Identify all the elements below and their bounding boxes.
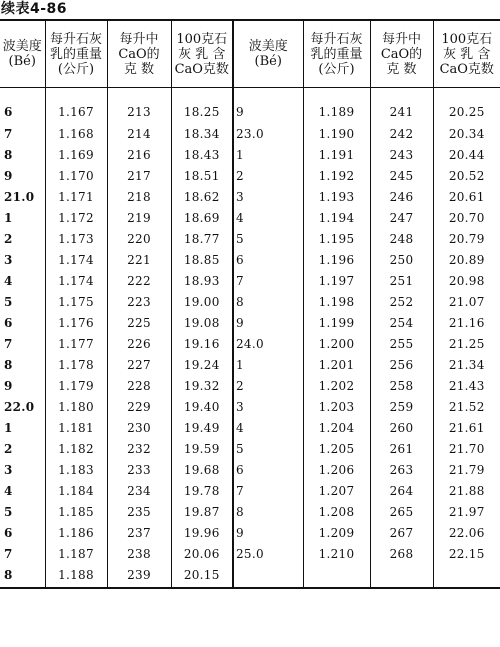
header-line: (公斤): [57, 61, 95, 77]
cell-cao-per-liter: [370, 564, 433, 588]
cell-cao-per-100g: 20.06: [171, 543, 233, 564]
cell-baume: 4: [4, 483, 13, 498]
header-line: 每升中: [119, 31, 159, 47]
cell-cao-per-liter: 218: [107, 186, 171, 207]
cell-baume: 9: [233, 522, 303, 543]
table-row: [0, 417, 500, 438]
table-row: [0, 207, 500, 228]
cell-cao-per-liter: 242: [370, 123, 433, 144]
cell-weight: 1.174: [45, 270, 107, 291]
cell-cao-per-liter: 263: [370, 459, 433, 480]
cell-baume: 2: [233, 165, 303, 186]
table-row: [0, 186, 500, 207]
cell-cao-per-100g: 18.85: [171, 249, 233, 270]
cell-cao-per-liter: 237: [107, 522, 171, 543]
header-line: 灰 乳 含: [443, 46, 491, 62]
cell-weight: 1.191: [303, 144, 370, 165]
cell-baume: 8: [233, 501, 303, 522]
cell-weight: 1.174: [45, 249, 107, 270]
cell-cao-per-liter: 252: [370, 291, 433, 312]
cell-weight: 1.209: [303, 522, 370, 543]
cell-baume: 1: [233, 144, 303, 165]
cell-weight: 1.181: [45, 417, 107, 438]
cell-cao-per-liter: 214: [107, 123, 171, 144]
cell-cao-per-liter: 256: [370, 354, 433, 375]
cell-cao-per-liter: 227: [107, 354, 171, 375]
cell-cao-per-liter: 232: [107, 438, 171, 459]
cell-cao-per-100g: 19.87: [171, 501, 233, 522]
cell-cao-per-100g: 21.61: [433, 417, 500, 438]
cell-cao-per-100g: 21.16: [433, 312, 500, 333]
cell-weight: 1.194: [303, 207, 370, 228]
cell-baume: 5: [233, 438, 303, 459]
cell-weight: 1.182: [45, 438, 107, 459]
table-row: [0, 396, 500, 417]
cell-baume: 6: [4, 105, 13, 119]
cell-baume: 1: [4, 210, 13, 225]
cell-cao-per-liter: 222: [107, 270, 171, 291]
cell-cao-per-100g: [433, 564, 500, 588]
cell-cao-per-100g: 19.08: [171, 312, 233, 333]
cell-weight: 1.203: [303, 396, 370, 417]
cell-cao-per-100g: 20.98: [433, 270, 500, 291]
cell-baume: 25.0: [233, 543, 303, 564]
cell-cao-per-100g: 18.51: [171, 165, 233, 186]
cell-weight: 1.196: [303, 249, 370, 270]
cell-weight: 1.184: [45, 480, 107, 501]
header-line: (Bé): [254, 54, 282, 69]
cell-baume: 5: [4, 504, 13, 519]
cell-cao-per-liter: 258: [370, 375, 433, 396]
cell-cao-per-liter: 259: [370, 396, 433, 417]
cell-cao-per-100g: 19.96: [171, 522, 233, 543]
cell-cao-per-liter: 255: [370, 333, 433, 354]
cell-baume: 7: [4, 336, 13, 351]
cell-cao-per-100g: 19.49: [171, 417, 233, 438]
cell-weight: 1.186: [45, 522, 107, 543]
cell-baume: 5: [4, 294, 13, 309]
cell-cao-per-100g: 21.97: [433, 501, 500, 522]
header-weight-per-liter: [303, 20, 370, 88]
header-line: (Bé): [8, 54, 36, 69]
cell-cao-per-liter: 223: [107, 291, 171, 312]
cell-baume: 9: [4, 378, 13, 393]
header-line: CaO的: [380, 46, 423, 62]
cell-weight: 1.171: [45, 186, 107, 207]
cell-baume: 8: [4, 567, 13, 582]
table-row: [0, 501, 500, 522]
cell-baume: 2: [233, 375, 303, 396]
table-row: [0, 291, 500, 312]
cell-weight: 1.202: [303, 375, 370, 396]
cell-cao-per-100g: 21.43: [433, 375, 500, 396]
cell-weight: 1.170: [45, 165, 107, 186]
cell-baume: 9: [233, 88, 303, 124]
cell-weight: 1.185: [45, 501, 107, 522]
cell-weight: [303, 564, 370, 588]
cell-weight: 1.204: [303, 417, 370, 438]
cell-weight: 1.200: [303, 333, 370, 354]
cell-cao-per-100g: 20.79: [433, 228, 500, 249]
cell-cao-per-liter: 233: [107, 459, 171, 480]
cell-cao-per-liter: 230: [107, 417, 171, 438]
cell-cao-per-liter: 238: [107, 543, 171, 564]
cell-weight: 1.175: [45, 291, 107, 312]
cell-cao-per-100g: 20.34: [433, 123, 500, 144]
header-line: 100克石: [441, 31, 493, 47]
table-row: [0, 123, 500, 144]
cell-weight: 1.172: [45, 207, 107, 228]
cell-baume: 7: [4, 126, 13, 141]
table-row: [0, 354, 500, 375]
header-line: 波美度: [2, 39, 42, 54]
cell-weight: 1.190: [303, 123, 370, 144]
cell-cao-per-100g: 18.62: [171, 186, 233, 207]
cell-weight: 1.208: [303, 501, 370, 522]
cell-baume: 6: [4, 525, 13, 540]
cell-baume: 9: [233, 312, 303, 333]
table-header: [0, 20, 500, 88]
cell-cao-per-liter: 226: [107, 333, 171, 354]
cell-baume: 1: [233, 354, 303, 375]
cell-cao-per-100g: 22.06: [433, 522, 500, 543]
header-line: 每升石灰: [49, 31, 102, 47]
cell-cao-per-liter: 247: [370, 207, 433, 228]
cell-weight: 1.180: [45, 396, 107, 417]
header-line: CaO克数: [174, 61, 229, 77]
header-line: 100克石: [176, 31, 228, 47]
cell-cao-per-liter: 235: [107, 501, 171, 522]
cell-weight: 1.207: [303, 480, 370, 501]
cell-cao-per-100g: 21.34: [433, 354, 500, 375]
header-line: (公斤): [318, 61, 355, 77]
cell-cao-per-liter: 217: [107, 165, 171, 186]
cell-baume: 7: [233, 480, 303, 501]
cell-cao-per-100g: 20.70: [433, 207, 500, 228]
cell-cao-per-100g: 21.25: [433, 333, 500, 354]
header-baume: [233, 20, 303, 88]
milk-of-lime-table: [0, 19, 500, 589]
cell-cao-per-liter: 261: [370, 438, 433, 459]
cell-cao-per-100g: 19.78: [171, 480, 233, 501]
table-row: [0, 564, 500, 588]
cell-cao-per-100g: 19.68: [171, 459, 233, 480]
cell-weight: 1.169: [45, 144, 107, 165]
header-line: 灰 乳 含: [178, 46, 226, 62]
cell-baume: 9: [4, 168, 13, 183]
header-cao-per-liter: [370, 20, 433, 88]
cell-cao-per-liter: 260: [370, 417, 433, 438]
table-row: [0, 375, 500, 396]
table-row: [0, 228, 500, 249]
cell-cao-per-liter: 229: [107, 396, 171, 417]
table-row: [0, 480, 500, 501]
table-row: [0, 165, 500, 186]
cell-cao-per-100g: 21.52: [433, 396, 500, 417]
header-cao-per-100g: [433, 20, 500, 88]
cell-weight: 1.179: [45, 375, 107, 396]
cell-baume: 4: [233, 417, 303, 438]
cell-cao-per-100g: 21.07: [433, 291, 500, 312]
cell-cao-per-100g: 19.32: [171, 375, 233, 396]
cell-baume: 3: [4, 252, 13, 267]
cell-baume: 7: [4, 546, 13, 561]
cell-cao-per-liter: 239: [107, 564, 171, 588]
cell-cao-per-100g: 18.69: [171, 207, 233, 228]
cell-baume: 22.0: [4, 399, 35, 414]
table-body: [0, 88, 500, 589]
cell-baume: 7: [233, 270, 303, 291]
cell-baume: 6: [4, 315, 13, 330]
cell-cao-per-liter: 265: [370, 501, 433, 522]
cell-cao-per-100g: 20.61: [433, 186, 500, 207]
cell-cao-per-liter: 246: [370, 186, 433, 207]
cell-cao-per-liter: 228: [107, 375, 171, 396]
cell-cao-per-100g: 19.40: [171, 396, 233, 417]
cell-weight: 1.198: [303, 291, 370, 312]
cell-cao-per-100g: 18.77: [171, 228, 233, 249]
header-line: 波美度: [248, 39, 288, 54]
header-line: 克 数: [386, 61, 417, 77]
cell-weight: 1.192: [303, 165, 370, 186]
header-cao-per-100g: [171, 20, 233, 88]
header-cao-per-liter: [107, 20, 171, 88]
cell-cao-per-liter: 267: [370, 522, 433, 543]
cell-cao-per-100g: 20.15: [171, 564, 233, 588]
cell-cao-per-liter: 250: [370, 249, 433, 270]
cell-weight: 1.193: [303, 186, 370, 207]
cell-cao-per-100g: 21.88: [433, 480, 500, 501]
cell-baume: 23.0: [233, 123, 303, 144]
cell-weight: 1.201: [303, 354, 370, 375]
cell-cao-per-liter: 248: [370, 228, 433, 249]
cell-cao-per-liter: 216: [107, 144, 171, 165]
cell-baume: 3: [233, 396, 303, 417]
cell-baume: 2: [4, 231, 13, 246]
cell-baume: 4: [4, 273, 13, 288]
cell-cao-per-100g: 21.70: [433, 438, 500, 459]
cell-cao-per-liter: 234: [107, 480, 171, 501]
cell-weight: 1.183: [45, 459, 107, 480]
cell-cao-per-100g: 19.59: [171, 438, 233, 459]
cell-cao-per-100g: 20.89: [433, 249, 500, 270]
header-weight-per-liter: [45, 20, 107, 88]
header-line: CaO的: [118, 46, 160, 62]
cell-baume: 4: [233, 207, 303, 228]
cell-baume: 8: [4, 147, 13, 162]
cell-cao-per-100g: 18.93: [171, 270, 233, 291]
cell-cao-per-liter: 219: [107, 207, 171, 228]
cell-cao-per-liter: 220: [107, 228, 171, 249]
cell-baume: 8: [233, 291, 303, 312]
cell-cao-per-liter: 243: [370, 144, 433, 165]
cell-cao-per-liter: 241: [370, 88, 433, 124]
cell-cao-per-100g: 20.25: [433, 88, 500, 124]
header-line: 每升石灰: [310, 31, 363, 47]
cell-baume: 3: [4, 462, 13, 477]
table-row: [0, 438, 500, 459]
cell-cao-per-100g: 18.43: [171, 144, 233, 165]
cell-cao-per-100g: 20.52: [433, 165, 500, 186]
header-line: 克 数: [123, 61, 155, 77]
cell-weight: 1.210: [303, 543, 370, 564]
table-row: [0, 249, 500, 270]
cell-baume: 8: [4, 357, 13, 372]
cell-cao-per-liter: 221: [107, 249, 171, 270]
cell-baume: 6: [233, 249, 303, 270]
cell-weight: 1.195: [303, 228, 370, 249]
cell-cao-per-100g: 19.16: [171, 333, 233, 354]
cell-cao-per-liter: 264: [370, 480, 433, 501]
cell-cao-per-liter: 245: [370, 165, 433, 186]
cell-weight: 1.205: [303, 438, 370, 459]
table-title: 续表4-86: [1, 1, 68, 17]
table-row: [0, 333, 500, 354]
header-baume: [0, 20, 45, 88]
table-row: [0, 522, 500, 543]
cell-cao-per-liter: 213: [107, 88, 171, 124]
cell-cao-per-100g: 22.15: [433, 543, 500, 564]
cell-cao-per-liter: 225: [107, 312, 171, 333]
cell-baume: 3: [233, 186, 303, 207]
cell-cao-per-100g: 18.34: [171, 123, 233, 144]
cell-weight: 1.197: [303, 270, 370, 291]
cell-weight: 1.176: [45, 312, 107, 333]
cell-weight: 1.167: [45, 88, 107, 124]
cell-weight: 1.206: [303, 459, 370, 480]
table-row: [0, 459, 500, 480]
cell-cao-per-liter: 251: [370, 270, 433, 291]
cell-baume: 6: [233, 459, 303, 480]
cell-baume: 5: [233, 228, 303, 249]
cell-baume: 24.0: [233, 333, 303, 354]
cell-baume: 1: [4, 420, 13, 435]
cell-cao-per-100g: 21.79: [433, 459, 500, 480]
table-row: [0, 543, 500, 564]
cell-cao-per-100g: 19.00: [171, 291, 233, 312]
header-line: 乳的重量: [49, 46, 102, 62]
cell-cao-per-100g: 20.44: [433, 144, 500, 165]
table-row: [0, 88, 500, 124]
cell-cao-per-liter: 268: [370, 543, 433, 564]
header-row: [0, 20, 500, 88]
cell-weight: 1.189: [303, 88, 370, 124]
cell-weight: 1.187: [45, 543, 107, 564]
header-line: 乳的重量: [310, 46, 363, 62]
cell-baume: [233, 564, 303, 588]
cell-weight: 1.188: [45, 564, 107, 588]
cell-baume: 2: [4, 441, 13, 456]
cell-weight: 1.199: [303, 312, 370, 333]
cell-weight: 1.173: [45, 228, 107, 249]
cell-cao-per-100g: 19.24: [171, 354, 233, 375]
cell-cao-per-100g: 18.25: [171, 88, 233, 124]
header-line: CaO克数: [439, 61, 494, 77]
cell-baume: 21.0: [4, 189, 35, 204]
table-row: [0, 144, 500, 165]
cell-weight: 1.178: [45, 354, 107, 375]
cell-weight: 1.168: [45, 123, 107, 144]
cell-cao-per-liter: 254: [370, 312, 433, 333]
cell-weight: 1.177: [45, 333, 107, 354]
header-line: 每升中: [381, 31, 421, 47]
table-row: [0, 312, 500, 333]
table-row: [0, 270, 500, 291]
